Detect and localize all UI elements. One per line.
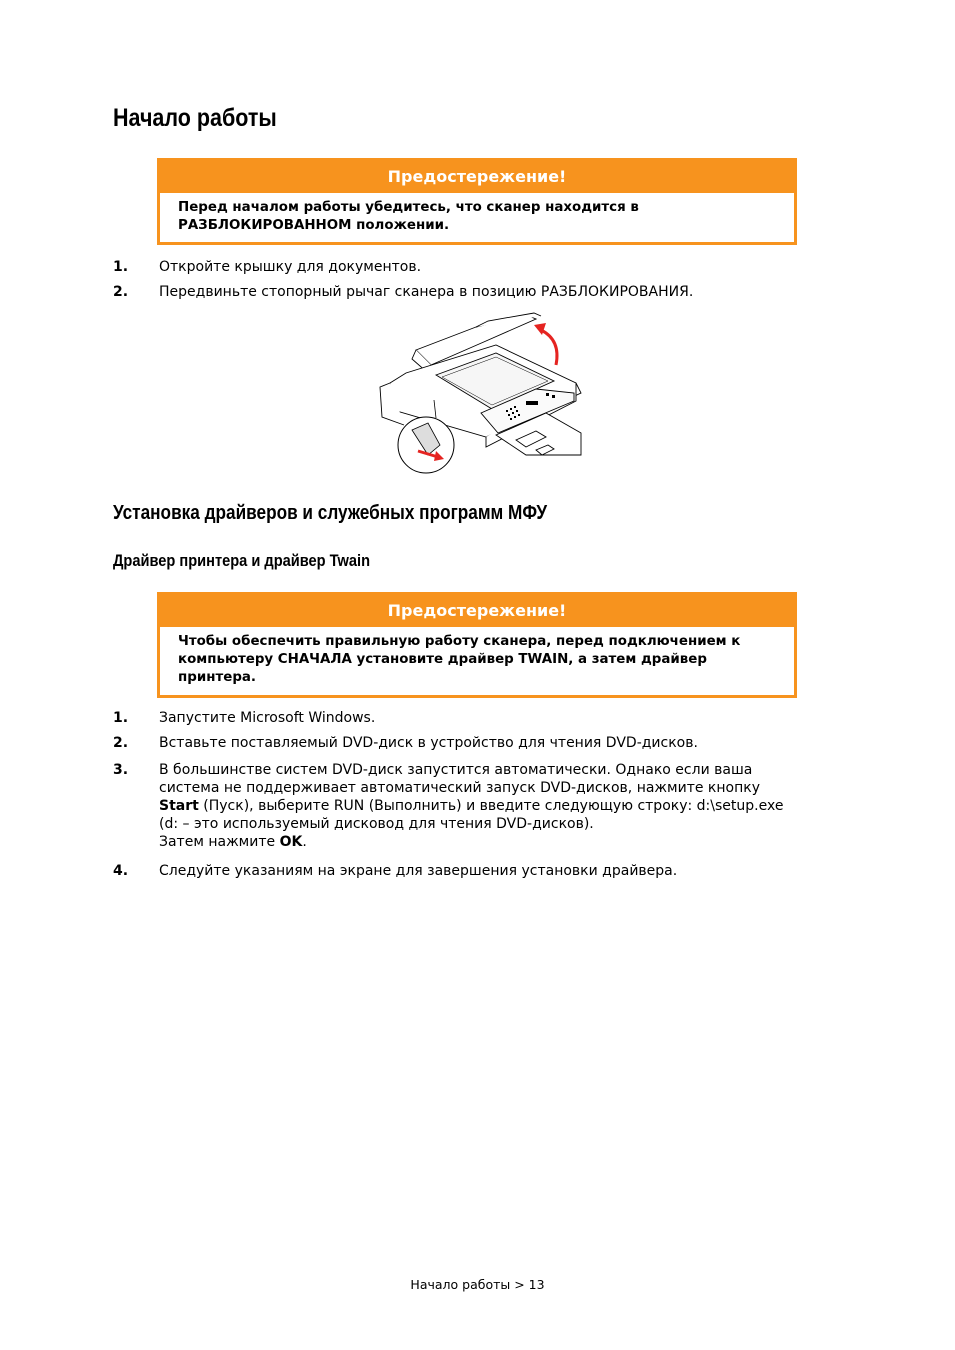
step-number: 2. — [113, 284, 129, 300]
step-text: Откройте крышку для документов. — [159, 259, 422, 275]
section-title: Установка драйверов и служебных программ МФУ — [113, 502, 548, 524]
step-text: Запустите Microsoft Windows. — [159, 710, 376, 726]
warning-box-2 — [157, 592, 797, 698]
step-number: 1. — [113, 710, 129, 726]
warning-text: Чтобы обеспечить правильную работу сканера, перед подключением к компьютеру СНАЧАЛА установите драйвер TWAIN, а затем драйвер принтера. — [178, 634, 741, 685]
step-text-part: . — [302, 834, 307, 850]
step-text — [159, 761, 804, 851]
warning-text: Перед началом работы убедитесь, что сканер находится в РАЗБЛОКИРОВАННОМ положении. — [178, 200, 639, 233]
ok-keyword: OK — [279, 834, 303, 850]
step-number: 1. — [113, 259, 129, 275]
step-text-part: В большинстве систем DVD-диск запустится автоматически. Однако если ваша система не поддерживает автоматический запуск DVD-дисков, нажмите кнопку — [159, 762, 760, 796]
scanner-unlock-illustration — [376, 305, 586, 485]
page-footer: Начало работы > 13 — [410, 1277, 545, 1292]
step-number: 3. — [113, 762, 129, 778]
step-text-part: (Пуск), выберите RUN (Выполнить) и введите следующую строку: d:\setup.exe (d: – это используемый дисковод для чтения DVD-дисков). — [159, 798, 784, 832]
step-text: Вставьте поставляемый DVD-диск в устройство для чтения DVD-дисков. — [159, 735, 698, 751]
page-title: Начало работы — [113, 104, 277, 132]
step-text-part: Затем нажмите — [159, 834, 280, 850]
warning-title: Предостережение! — [160, 161, 794, 193]
start-keyword: Start — [159, 798, 199, 814]
step-text: Следуйте указаниям на экране для завершения установки драйвера. — [159, 863, 678, 879]
step-text: Передвиньте стопорный рычаг сканера в позицию РАЗБЛОКИРОВАНИЯ. — [159, 284, 694, 300]
step-number: 2. — [113, 735, 129, 751]
warning-box-1 — [157, 158, 797, 245]
warning-title: Предостережение! — [160, 595, 794, 627]
step-number: 4. — [113, 863, 129, 879]
subsection-title: Драйвер принтера и драйвер Twain — [113, 551, 371, 570]
